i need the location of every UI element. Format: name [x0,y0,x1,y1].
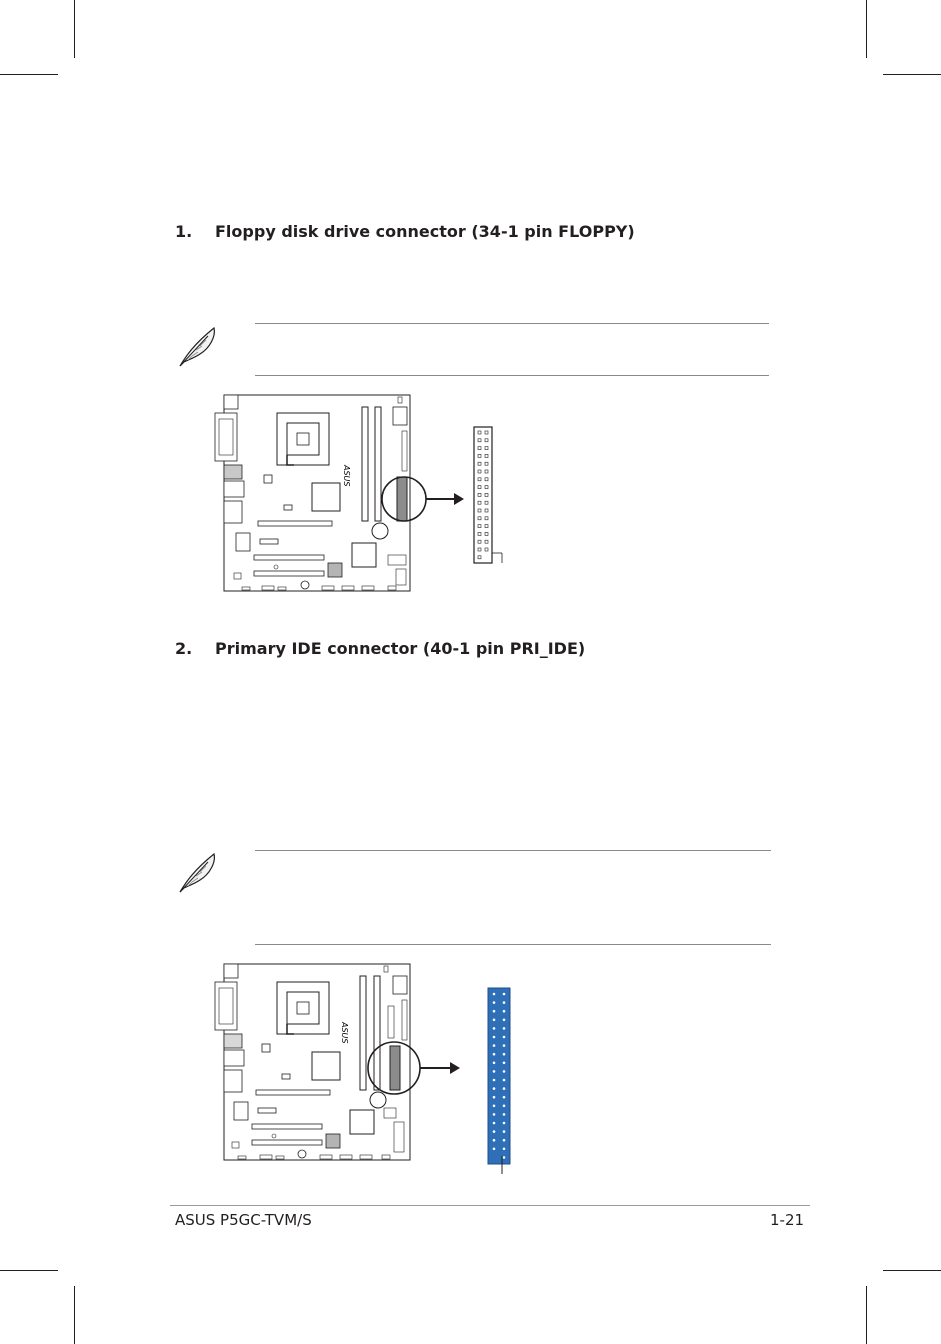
ide-pin [493,1053,496,1056]
ide-pin [503,1062,506,1065]
floppy-pin [485,517,488,520]
floppy-pin [485,509,488,512]
ide-pin [493,1044,496,1047]
floppy-pin [478,478,481,481]
floppy-pin [485,462,488,465]
floppy-pin [485,493,488,496]
note-1-bottom-rule [255,375,769,376]
note-2-bottom-rule [255,944,771,945]
floppy-pin [485,470,488,473]
ide-pin [503,1070,506,1073]
footer-rule [170,1205,810,1206]
ide-pin [503,1139,506,1142]
floppy-pin [485,540,488,543]
ide-pin [503,1122,506,1125]
ide-pin [493,1001,496,1004]
floppy-pin [478,439,481,442]
feather-note-icon [172,322,222,372]
ide-pin [493,1130,496,1133]
note-1-top-rule [255,323,769,324]
ide-pin [503,1105,506,1108]
section-1-title: Floppy disk drive connector (34-1 pin FLOPPY) [215,222,635,241]
floppy-pin [478,501,481,504]
floppy-pin [485,439,488,442]
crop-mark-top-right-h [883,74,941,75]
ide-pin [503,1130,506,1133]
ide-pin [493,993,496,996]
floppy-pin [485,478,488,481]
ide-pin [493,1096,496,1099]
crop-mark-top-left-v [74,0,75,58]
floppy-pin [478,462,481,465]
floppy-pin [478,517,481,520]
floppy-pin [478,486,481,489]
ide-pin [493,1148,496,1151]
floppy-pin [485,454,488,457]
ide-pin [503,1044,506,1047]
section-1-heading [175,222,635,241]
floppy-pin [478,431,481,434]
ide-pin [503,993,506,996]
footer-page-number: 1-21 [770,1211,805,1229]
crop-mark-bottom-left-h [0,1270,58,1271]
footer-product-name: ASUS P5GC-TVM/S [175,1211,312,1229]
ide-pin [503,1001,506,1004]
floppy-pin [485,501,488,504]
motherboard-layout-floppy [212,393,412,593]
crop-mark-bottom-right-h [883,1270,941,1271]
section-1-number: 1. [175,222,193,241]
floppy-pin [478,470,481,473]
floppy-pin [485,486,488,489]
floppy-pin [478,493,481,496]
ide-pin [503,1148,506,1151]
floppy-pin [478,509,481,512]
ide-connector-pins [484,986,524,1176]
floppy-connector-pins [468,425,508,575]
floppy-pin [478,525,481,528]
ide-pin [503,1096,506,1099]
ide-pin [493,1087,496,1090]
ide-pin [493,1079,496,1082]
section-2-title: Primary IDE connector (40-1 pin PRI_IDE) [215,639,586,658]
ide-pin [503,1036,506,1039]
ide-pin [493,1062,496,1065]
floppy-pin [478,454,481,457]
ide-pin [493,1139,496,1142]
motherboard-layout-ide [212,962,412,1162]
feather-note-icon [172,848,222,898]
floppy-pin [485,447,488,450]
asus-logo: ASUS [340,1022,349,1044]
crop-mark-top-right-v [866,0,867,58]
ide-pin [493,1019,496,1022]
ide-pin [503,1053,506,1056]
crop-mark-bottom-left-v [74,1286,75,1344]
ide-pin [493,1027,496,1030]
floppy-pin [478,532,481,535]
section-2-heading [175,639,585,658]
floppy-pin [485,548,488,551]
ide-pin [503,1079,506,1082]
asus-logo: ASUS [342,465,351,487]
ide-pin [493,1105,496,1108]
ide-pin [493,1070,496,1073]
ide-pin [493,1113,496,1116]
floppy-pin [478,556,481,559]
section-2-number: 2. [175,639,193,658]
ide-pin [503,1156,506,1159]
floppy-pin [478,548,481,551]
floppy-pin [485,532,488,535]
ide-pin [493,1010,496,1013]
ide-pin [503,1027,506,1030]
floppy-pin [478,447,481,450]
ide-pin [493,1036,496,1039]
note-2-top-rule [255,850,771,851]
ide-pin [493,1122,496,1125]
floppy-pin [485,431,488,434]
crop-mark-bottom-right-v [866,1286,867,1344]
floppy-pin [485,525,488,528]
ide-pin [503,1113,506,1116]
ide-pin [503,1010,506,1013]
ide-pin [503,1019,506,1022]
ide-pin [503,1087,506,1090]
crop-mark-top-left-h [0,74,58,75]
floppy-pin [478,540,481,543]
